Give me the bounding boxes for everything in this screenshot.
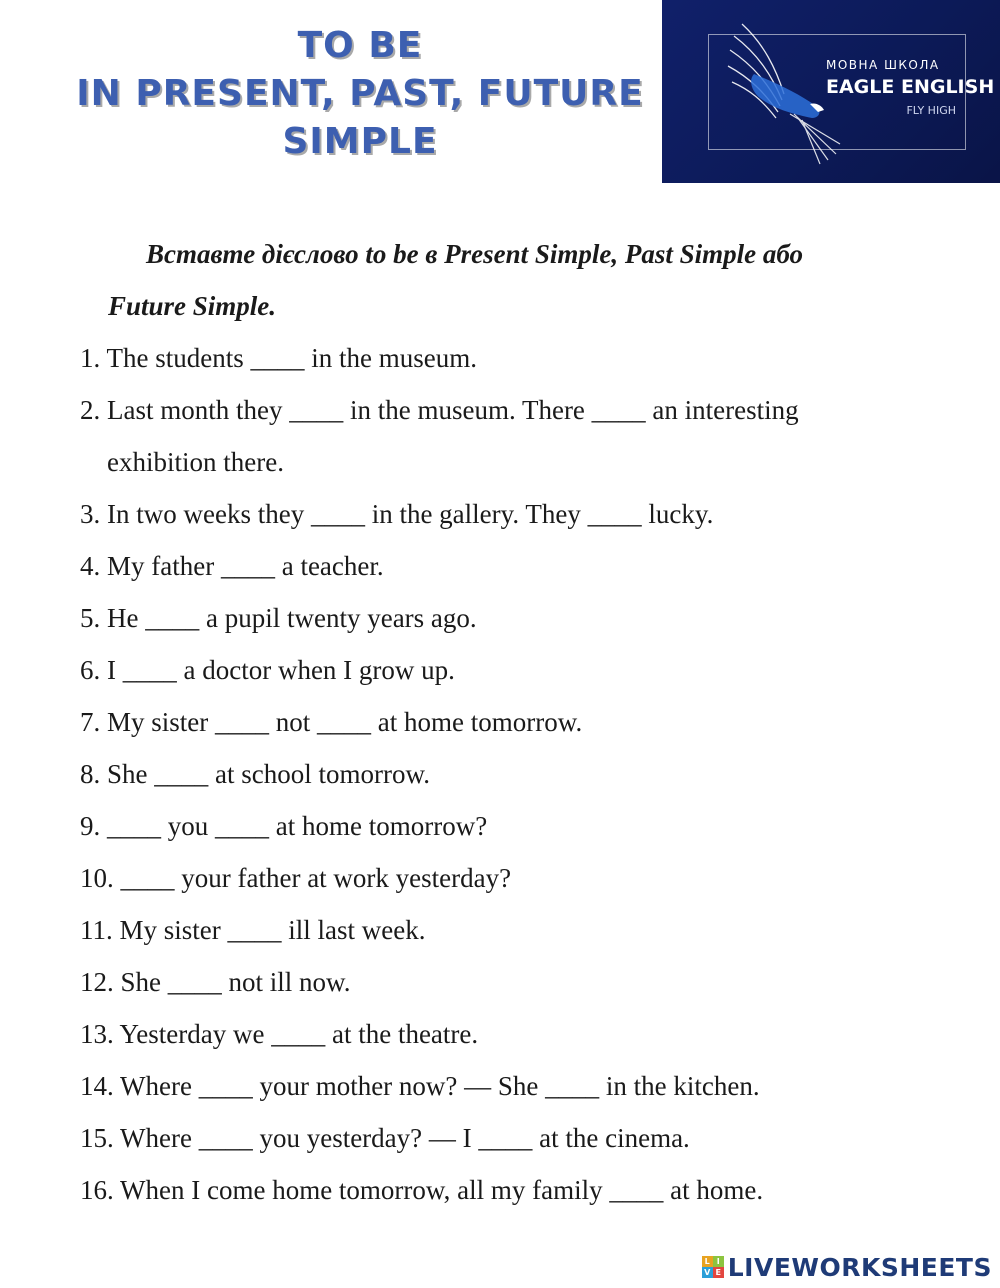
logo-subtitle: МОВНА ШКОЛА (826, 58, 940, 72)
live-badge-icon: L I V E (702, 1256, 724, 1278)
exercise-item: 13. Yesterday we ____ at the theatre. (80, 1019, 479, 1049)
exercise-item: 6. I ____ a doctor when I grow up. (80, 655, 455, 685)
exercise-item: 5. He ____ a pupil twenty years ago. (80, 603, 477, 633)
title-line-1: TO BE (297, 25, 423, 66)
worksheet-title (40, 22, 680, 166)
exercise-list (80, 332, 960, 1216)
liveworksheets-logo (702, 1250, 992, 1284)
exercise-item: 12. She ____ not ill now. (80, 967, 351, 997)
exercise-item: 16. When I come home tomorrow, all my family ____ at home. (80, 1175, 764, 1205)
title-line-2: IN PRESENT, PAST, FUTURE (76, 73, 644, 114)
exercise-item: 2. Last month they ____ in the museum. There ____ an interesting (80, 395, 799, 425)
exercise-item: 14. Where ____ your mother now? — She ____ in the kitchen. (80, 1071, 760, 1101)
exercise-item-continuation: exhibition there. (107, 447, 284, 477)
exercise-item: 8. She ____ at school tomorrow. (80, 759, 430, 789)
exercise-item: 10. ____ your father at work yesterday? (80, 863, 512, 893)
exercise-item: 3. In two weeks they ____ in the gallery. They ____ lucky. (80, 499, 714, 529)
title-line-3: SIMPLE (282, 121, 438, 162)
instruction-line-2: Future Simple. (108, 291, 277, 321)
instruction-line-1: Вставте дієслово to be в Present Simple, Past Simple або (146, 239, 804, 269)
logo-slogan: FLY HIGH (906, 104, 956, 117)
exercise-item: 11. My sister ____ ill last week. (80, 915, 426, 945)
exercise-item: 7. My sister ____ not ____ at home tomorrow. (80, 707, 583, 737)
exercise-item: 4. My father ____ a teacher. (80, 551, 384, 581)
liveworksheets-wordmark: LIVEWORKSHEETS (727, 1252, 992, 1282)
exercise-item: 1. The students ____ in the museum. (80, 343, 477, 373)
school-logo (662, 0, 1000, 183)
exercise-item: 15. Where ____ you yesterday? — I ____ at the cinema. (80, 1123, 690, 1153)
exercise-item: 9. ____ you ____ at home tomorrow? (80, 811, 488, 841)
logo-brand: EAGLE ENGLISH (826, 76, 995, 98)
